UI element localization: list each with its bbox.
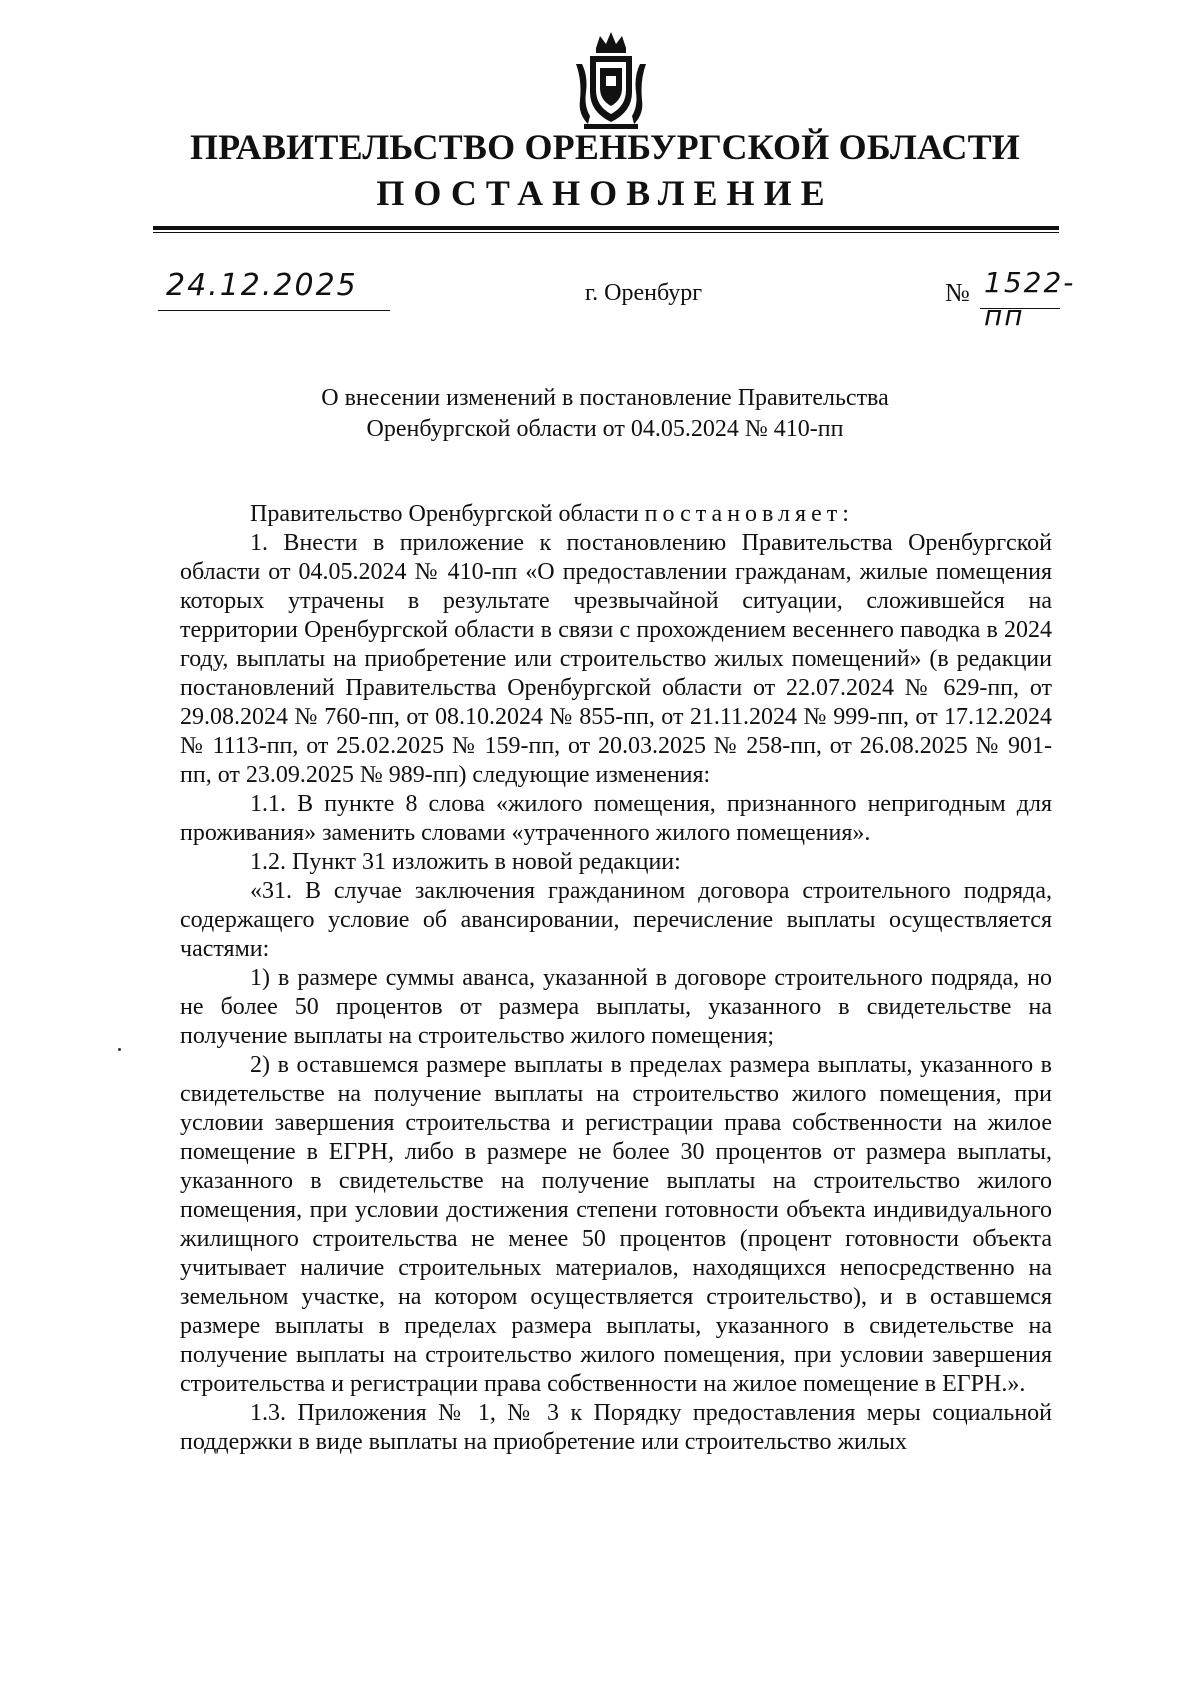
document-subject xyxy=(150,383,1060,445)
subject-line-1: О внесении изменений в постановление Правительства xyxy=(321,385,889,411)
organization-title: ПРАВИТЕЛЬСТВО ОРЕНБУРГСКОЙ ОБЛАСТИ xyxy=(189,127,1021,167)
paragraph-1-1: 1.1. В пункте 8 слова «жилого помещения, признанного непригодным для проживания» заменить словами «утраченного жилого помещения». xyxy=(180,791,1052,846)
paragraph-1-3: 1.3. Приложения № 1, № 3 к Порядку предоставления меры социальной поддержки в виде выплаты на приобретение или строительство жилых xyxy=(180,1400,1052,1455)
paragraph-1: 1. Внести в приложение к постановлению Правительства Оренбургской области от 04.05.2024 № 410-пп «О предоставлении гражданам, жилые помещения которых утрачены в результате чрезвычайной ситуации, сложившейся на территории Оренбургской области в связи с прохождением весеннего паводка в 2024 году, выплаты на приобретение или строительство жилых помещений» (в редакции постановлений Правительства Оренбургской области от 22.07.2024 № 629-пп, от 29.08.2024 № 760-пп, от 08.10.2024 № 855-пп, от 21.11.2024 № 999-пп, от 17.12.2024 № 1113-пп, от 25.02.2025 № 159-пп, от 20.03.2025 № 258-пп, от 26.08.2025 № 901-пп, от 23.09.2025 № 989-пп) следующие изменения: xyxy=(180,530,1052,788)
number-sign: № xyxy=(945,278,970,307)
document-meta-row xyxy=(150,266,1076,332)
handwritten-number: 1522-пп xyxy=(984,266,1076,332)
header-divider-thin xyxy=(153,232,1059,233)
paragraph-31-1: 1) в размере суммы аванса, указанной в договоре строительного подряда, но не более 50 процентов от размера выплаты, указанного в свидетельстве на получение выплаты на строительство жилого помещения; xyxy=(180,965,1052,1049)
number-field xyxy=(980,266,1076,332)
paragraph-31: «31. В случае заключения гражданином договора строительного подряда, содержащего условие об авансировании, перечисление выплаты осуществляется частями: xyxy=(180,878,1052,962)
scan-speck xyxy=(118,1048,121,1051)
document-body xyxy=(180,500,1052,1457)
coat-of-arms-emblem xyxy=(566,30,656,130)
header-divider-thick xyxy=(153,226,1059,230)
intro-spaced-word: постановляет: xyxy=(644,501,854,527)
handwritten-date: 24.12.2025 xyxy=(166,268,358,303)
document-type-title: ПОСТАНОВЛЕНИЕ xyxy=(376,173,834,213)
intro-paragraph xyxy=(180,500,1052,529)
subject-line-2: Оренбургской области от 04.05.2024 № 410-пп xyxy=(366,416,844,442)
city-label: г. Оренбург xyxy=(585,280,703,306)
date-field xyxy=(158,268,390,311)
intro-prefix: Правительство Оренбургской области xyxy=(250,501,645,527)
paragraph-31-2: 2) в оставшемся размере выплаты в пределах размера выплаты, указанного в свидетельстве на получение выплаты на строительство жилого помещения, при условии завершения строительства и регистрации права собственности на жилое помещение в ЕГРН, либо в размере не более 30 процентов от размера выплаты, указанного в свидетельстве на получение выплаты на строительство жилого помещения, при условии достижения степени готовности объекта индивидуального жилищного строительства не менее 50 процентов (процент готовности объекта учитывает наличие строительных материалов, находящихся непосредственно на земельном участке, на котором осуществляется строительство), и в оставшемся размере выплаты в пределах размера выплаты, указанного в свидетельстве на получение выплаты на строительство жилого помещения, при условии завершения строительства и регистрации права собственности на жилое помещение в ЕГРН.». xyxy=(180,1052,1052,1397)
paragraph-1-2: 1.2. Пункт 31 изложить в новой редакции: xyxy=(250,849,681,875)
